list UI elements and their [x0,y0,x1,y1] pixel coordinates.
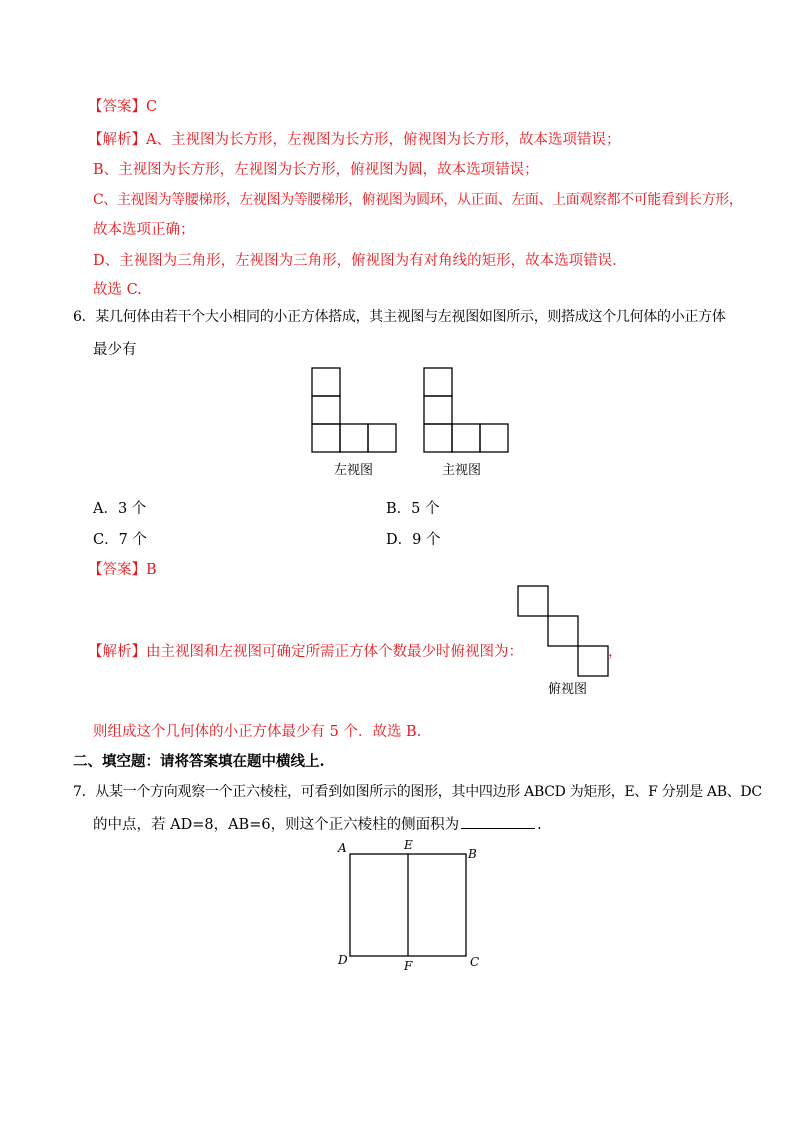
answer-value: B [146,562,157,578]
q5-analysis-line-5: D、主视图为三角形，左视图为三角形，俯视图为有对角线的矩形，故本选项错误. [93,253,617,269]
q5-analysis-line-2: B、主视图为长方形，左视图为长方形，俯视图为圆，故本选项错误； [93,162,539,178]
q6-analysis-tail: ， [608,644,623,660]
q5-answer [88,97,157,117]
analysis-label: 【解析】 [88,644,146,660]
q6-views-figure [300,360,520,490]
q6-top-view-figure [510,580,620,700]
left-view-caption: 左视图 [334,463,374,478]
q7-rectangle-figure [330,836,490,976]
label-e: E [404,838,413,852]
top-view-caption: 俯视图 [548,682,588,697]
q5-analysis-line-1 [88,130,620,150]
label-d: D [338,953,348,967]
q7-stem-text: 的中点，若 AD=8，AB=6，则这个正六棱柱的侧面积为 [93,817,460,833]
label-c: C [470,955,480,969]
q5-analysis-line-4: 故本选项正确； [93,222,195,238]
section-title: 二、填空题：请将答案填在题中横线上. [73,753,325,770]
left-view-drawing [312,368,396,452]
q6-answer [88,560,157,580]
q6-conclusion: 则组成这个几何体的小正方体最少有 5 个．故选 B. [93,724,422,740]
q5-conclusion: 故选 C. [93,282,142,298]
q6-analysis [88,642,523,662]
q6-option-a: A．3 个 [93,501,147,517]
analysis-text: A、主视图为长方形，左视图为长方形，俯视图为长方形，故本选项错误； [146,132,621,148]
q6-option-b: B．5 个 [386,501,440,517]
front-view-caption: 主视图 [442,463,482,478]
q7-stem-end: . [537,817,542,833]
q6-stem-line-1: 6．某几何体由若干个大小相同的小正方体搭成，其主视图与左视图如图所示，则搭成这个几何体的小正方体 [73,309,726,325]
q6-option-c: C．7 个 [93,532,147,548]
q7-stem-line-2 [93,814,542,835]
analysis-text: 由主视图和左视图可确定所需正方体个数最少时俯视图为： [146,644,523,660]
q6-option-d: D．9 个 [386,532,441,548]
label-f: F [404,959,413,973]
label-b: B [468,847,477,861]
answer-label: 【答案】 [88,562,146,578]
analysis-label: 【解析】 [88,132,146,148]
label-a: A [338,841,347,855]
answer-blank[interactable] [461,814,535,829]
q7-stem-line-1: 7．从某一个方向观察一个正六棱柱，可看到如图所示的图形，其中四边形 ABCD 为矩形，E、F 分别是 AB、DC [73,784,762,800]
q5-analysis-line-3: C、主视图为等腰梯形，左视图为等腰梯形，俯视图为圆环，从正面、左面、上面观察都不可能看到长方形， [93,192,743,208]
answer-label: 【答案】 [88,99,146,115]
q6-stem-line-2: 最少有 [93,342,137,358]
rectangle-abcd [350,854,466,956]
front-view-drawing [424,368,508,452]
top-view-drawing [518,586,608,676]
answer-value: C [146,99,158,115]
